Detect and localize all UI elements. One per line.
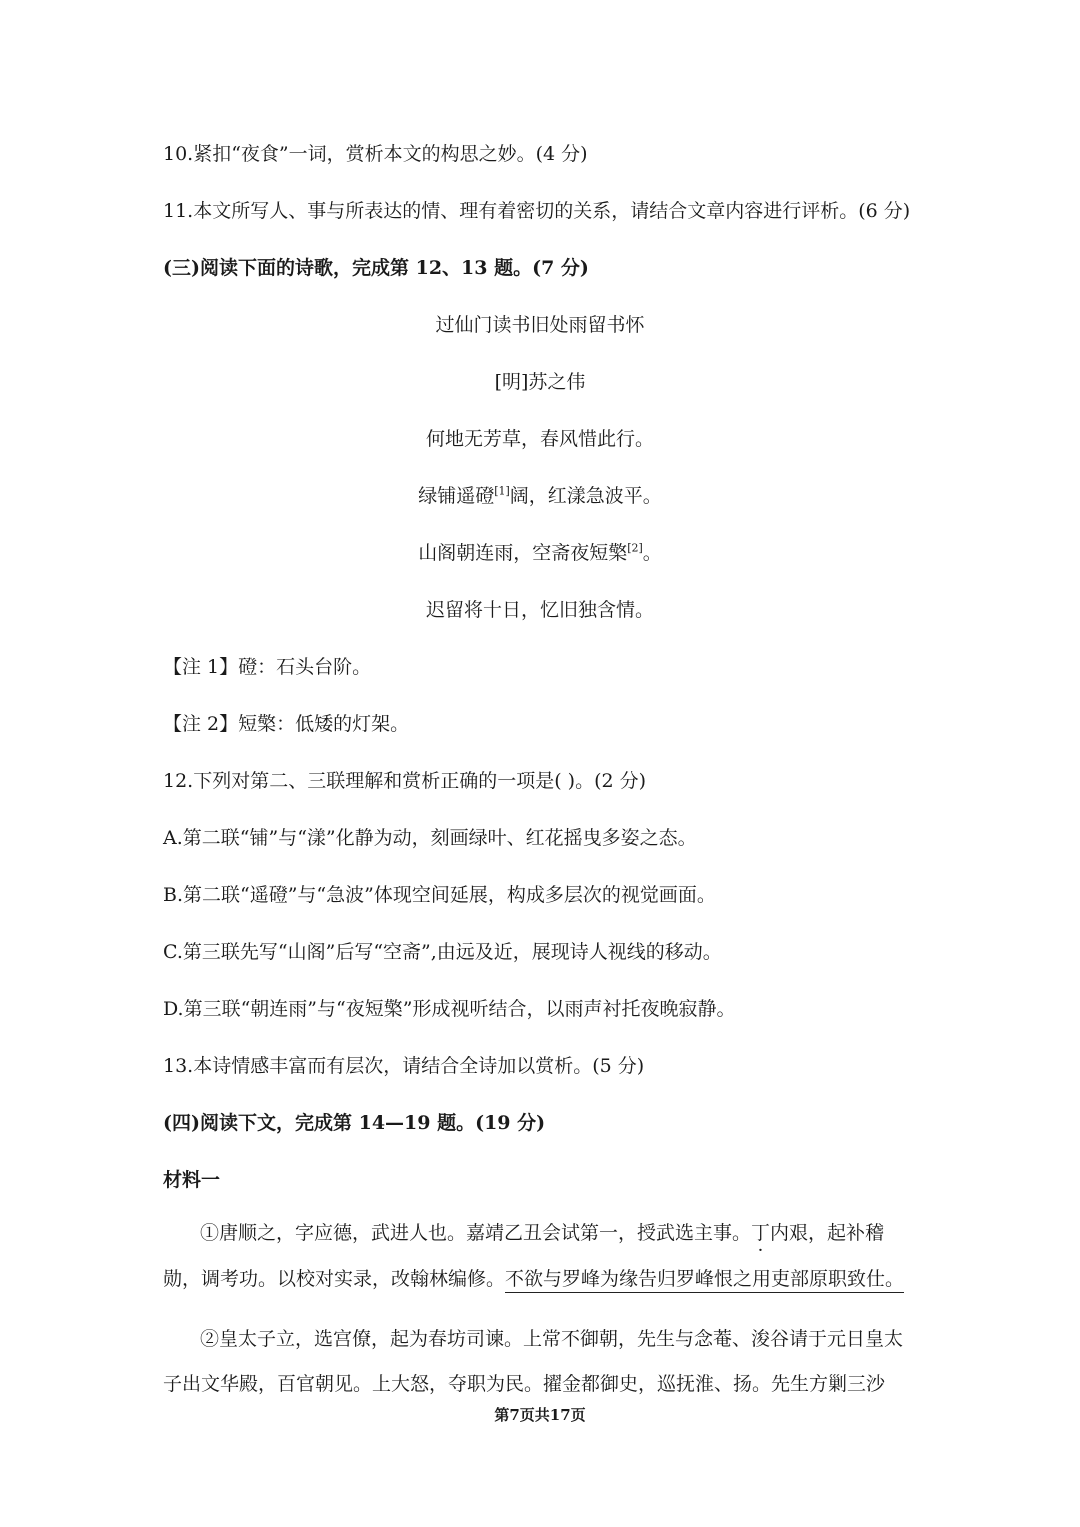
paragraph-1-line-1 xyxy=(200,1220,884,1246)
question-12-option-c: C.第三联先写“山阁”后写“空斋”,由远及近，展现诗人视线的移动。 xyxy=(163,941,722,963)
question-13: 13.本诗情感丰富而有层次，请结合全诗加以赏析。(5 分) xyxy=(163,1055,645,1077)
poem-line-2 xyxy=(0,483,1080,509)
material-1-label: 材料一 xyxy=(163,1169,221,1191)
footnote-marker-2: [2] xyxy=(627,541,643,555)
paragraph-2-line-2: 子出文华殿，百官朝见。上大怒，夺职为民。擢金都御史，巡抚淮、扬。先生方剿三沙 xyxy=(163,1373,886,1395)
paragraph-1-line-1-part-b: 内艰，起补稽 xyxy=(770,1222,885,1244)
poem-title: 过仙门读书旧处雨留书怀 xyxy=(435,314,645,336)
question-11: 11.本文所写人、事与所表达的情、理有着密切的关系，请结合文章内容进行评析。(6 分) xyxy=(163,200,911,222)
question-12-option-a: A.第二联“铺”与“漾”化静为动，刻画绿叶、红花摇曳多姿之态。 xyxy=(163,827,697,849)
page-footer: 第7页共17页 xyxy=(494,1406,586,1424)
poem-line-2-part-a: 绿铺遥磴 xyxy=(418,485,495,507)
question-12-stem: 12.下列对第二、三联理解和赏析正确的一项是( )。(2 分) xyxy=(163,770,647,792)
section-3-heading: (三)阅读下面的诗歌，完成第 12、13 题。(7 分) xyxy=(163,257,589,279)
question-12-option-d: D.第三联“朝连雨”与“夜短檠”形成视听结合，以雨声衬托夜晚寂静。 xyxy=(163,998,736,1020)
paragraph-1-line-2-part-a: 勋，调考功。以校对实录，改翰林编修。 xyxy=(163,1268,506,1290)
paragraph-1-line-2 xyxy=(163,1266,904,1292)
poem-line-3 xyxy=(0,540,1080,566)
poem-line-3-part-b: 。 xyxy=(642,542,662,564)
section-4-heading: (四)阅读下文，完成第 14—19 题。(19 分) xyxy=(163,1112,546,1134)
note-2: 【注 2】短檠：低矮的灯架。 xyxy=(163,713,410,735)
note-1: 【注 1】磴：石头台阶。 xyxy=(163,656,372,678)
paragraph-1-line-1-part-a: ①唐顺之，字应德，武进人也。嘉靖乙丑会试第一，授武选主事。 xyxy=(200,1222,752,1244)
paragraph-2-line-1: ②皇太子立，选宫僚，起为春坊司谏。上常不御朝，先生与念菴、浚谷请于元日皇太 xyxy=(200,1328,904,1350)
underlined-sentence: 不欲与罗峰为缘告归罗峰恨之用吏部原职致仕。 xyxy=(505,1268,904,1293)
footnote-marker-1: [1] xyxy=(494,484,510,498)
poem-line-4: 迟留将十日，忆旧独含情。 xyxy=(425,599,654,621)
poem-line-3-part-a: 山阁朝连雨，空斋夜短檠 xyxy=(418,542,628,564)
question-10: 10.紧扣“夜食”一词，赏析本文的构思之妙。(4 分) xyxy=(163,143,588,165)
poem-line-1: 何地无芳草，春风惜此行。 xyxy=(425,428,654,450)
poem-line-2-part-b: 阔，红漾急波平。 xyxy=(509,485,662,507)
question-12-option-b: B.第二联“遥磴”与“急波”体现空间延展，构成多层次的视觉画面。 xyxy=(163,884,716,906)
emphasis-dot-char: 丁 xyxy=(751,1222,771,1244)
poem-author: [明]苏之伟 xyxy=(494,371,586,393)
